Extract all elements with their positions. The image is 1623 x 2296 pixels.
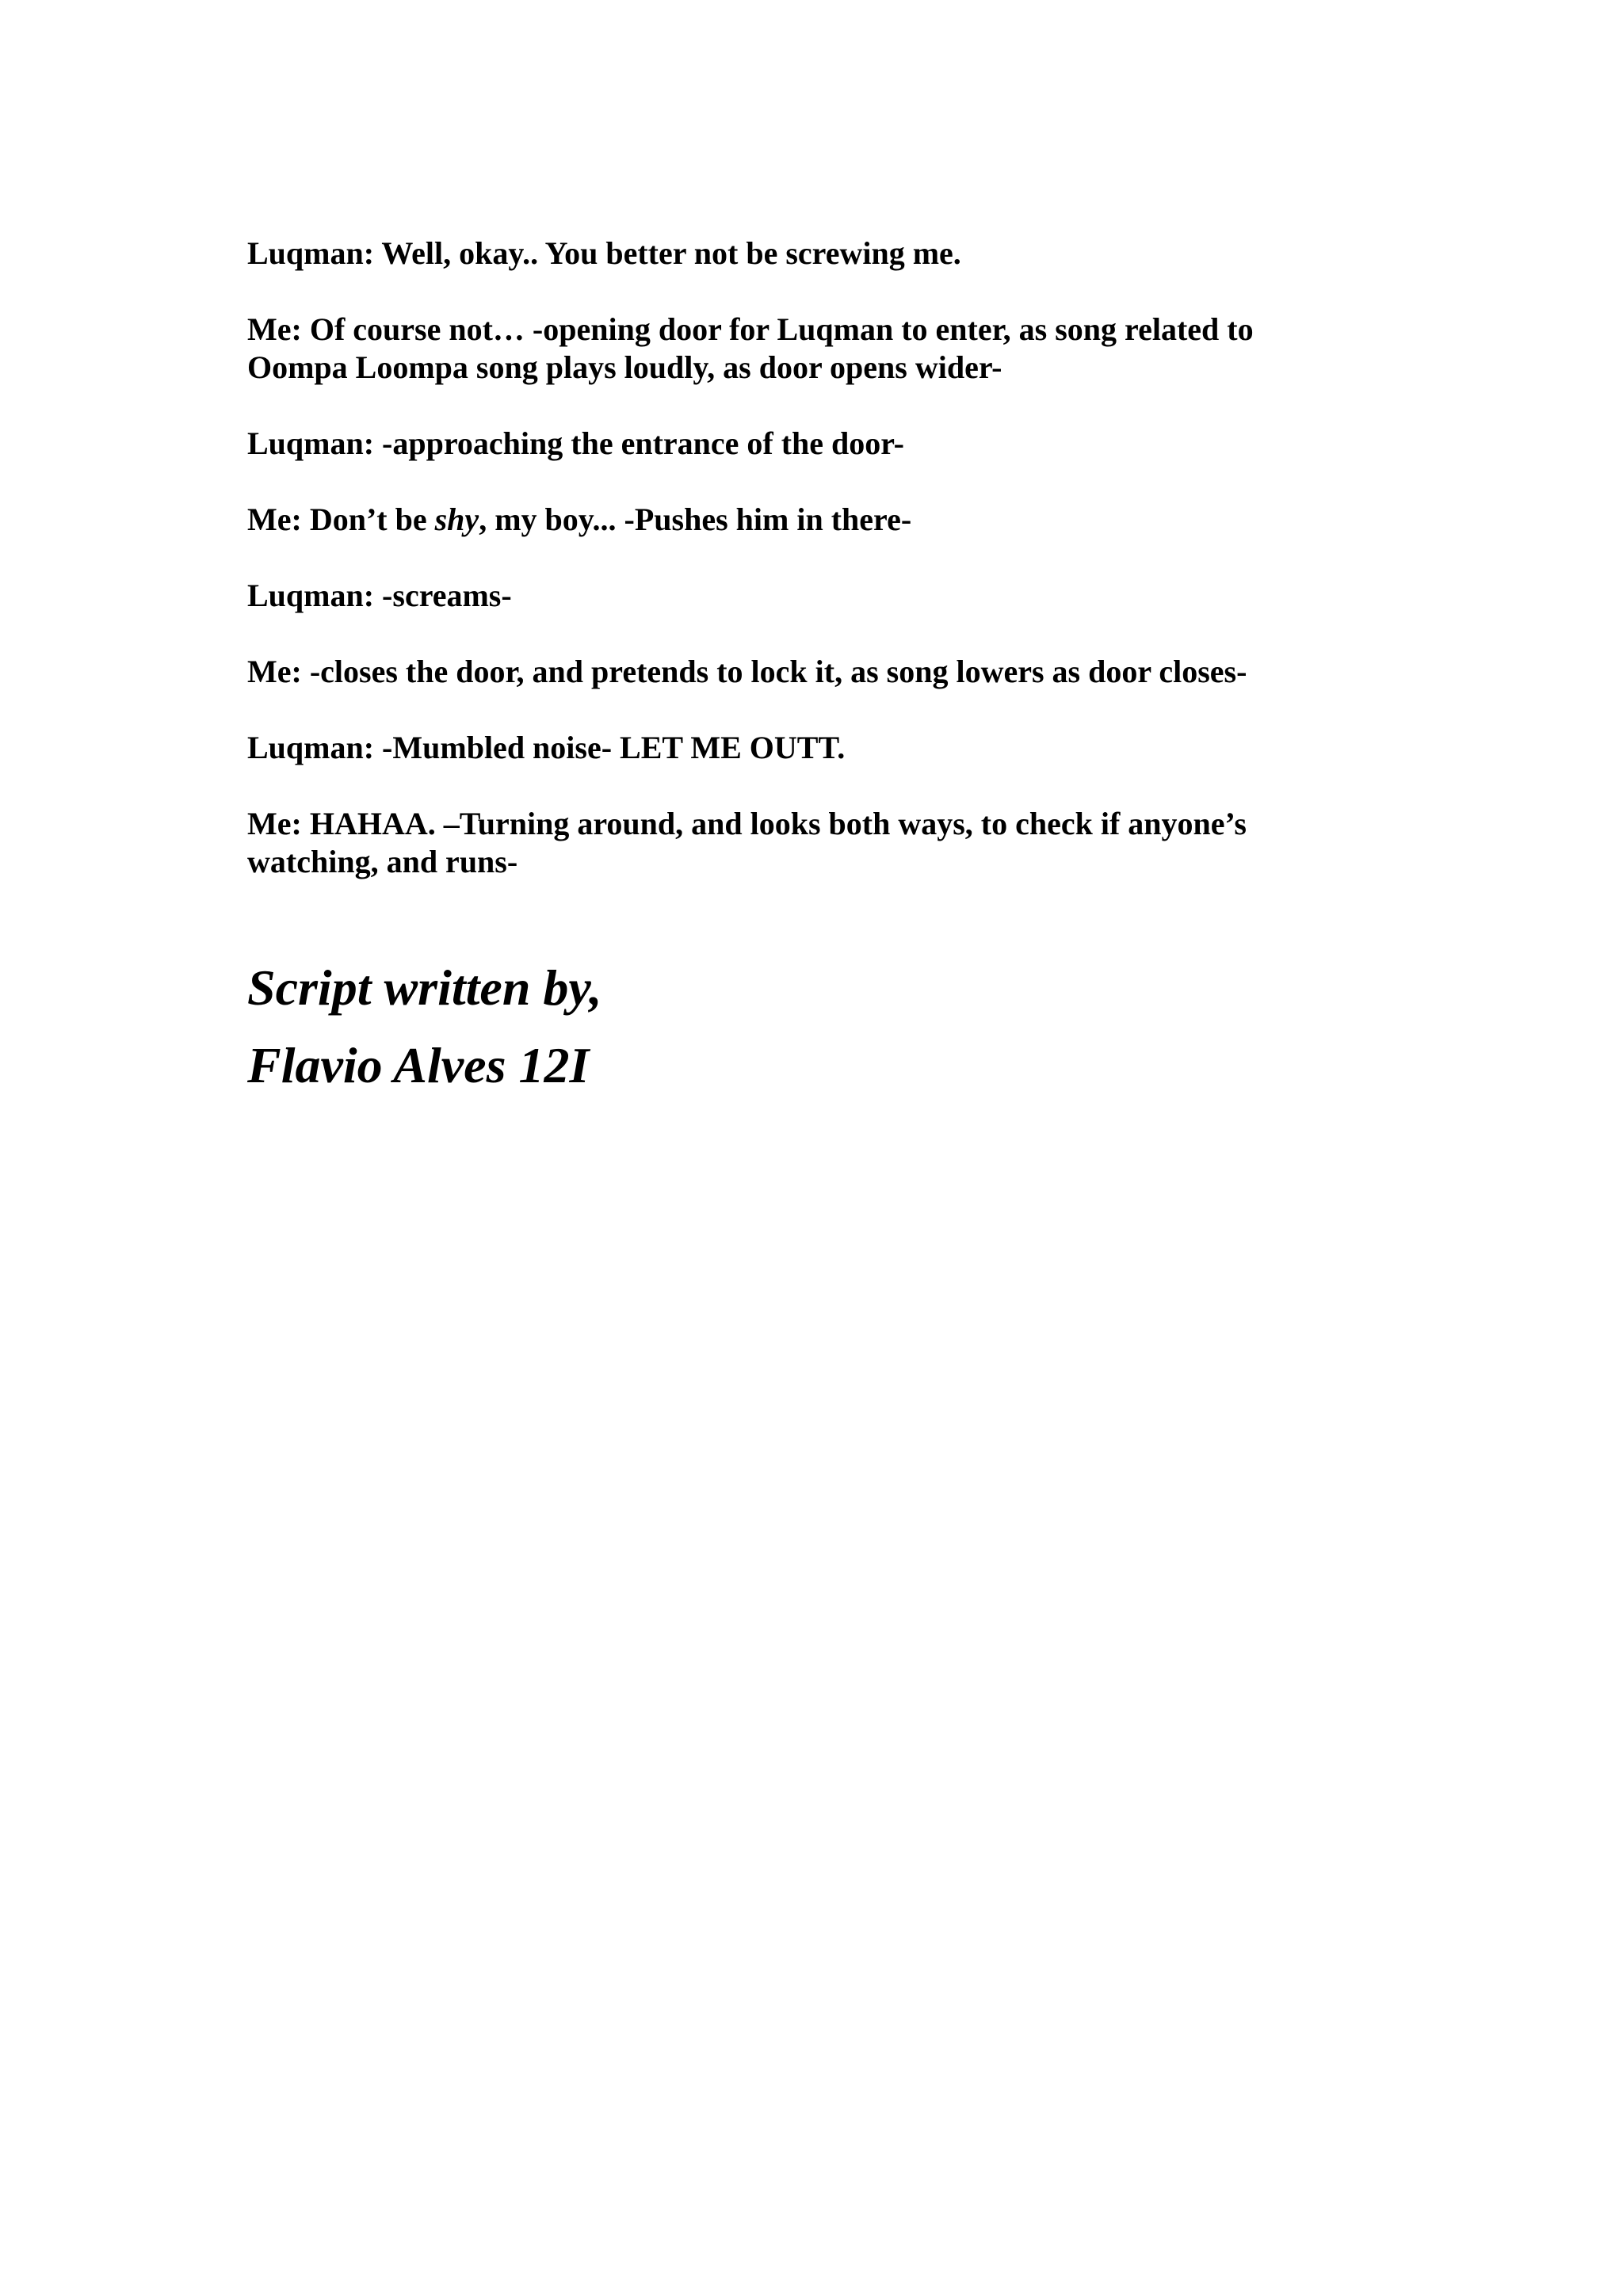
script-line-2-part-1: Me: Of course not… -opening door for Luqman to enter, as song related to: [247, 311, 1254, 347]
credit-line-1: Script written by,: [247, 959, 602, 1016]
script-line-8: [247, 805, 1388, 881]
script-line-2-part-2: Oompa Loompa song plays loudly, as door opens wider-: [247, 349, 1002, 385]
script-line-6: Me: -closes the door, and pretends to lock it, as song lowers as door closes-: [247, 654, 1247, 689]
script-body: [247, 235, 1388, 919]
script-line-1: Luqman: Well, okay.. You better not be screwing me.: [247, 235, 961, 271]
script-line-7: Luqman: -Mumbled noise- LET ME OUTT.: [247, 730, 846, 765]
script-line-5: Luqman: -screams-: [247, 578, 512, 613]
script-line-4-post: , my boy... -Pushes him in there-: [479, 502, 912, 537]
script-line-2: [247, 311, 1388, 387]
author-credit: [247, 949, 1388, 1104]
script-line-4-emphasis: shy: [434, 502, 479, 537]
script-line-4-pre: Me: Don’t be: [247, 502, 435, 537]
script-line-3: Luqman: -approaching the entrance of the door-: [247, 425, 904, 461]
credit-line-2: Flavio Alves 12I: [247, 1037, 590, 1093]
script-line-8-part-1: Me: HAHAA. –Turning around, and looks both ways, to check if anyone’s: [247, 806, 1247, 841]
script-line-4: [247, 501, 1388, 539]
script-line-8-part-2: watching, and runs-: [247, 844, 518, 879]
